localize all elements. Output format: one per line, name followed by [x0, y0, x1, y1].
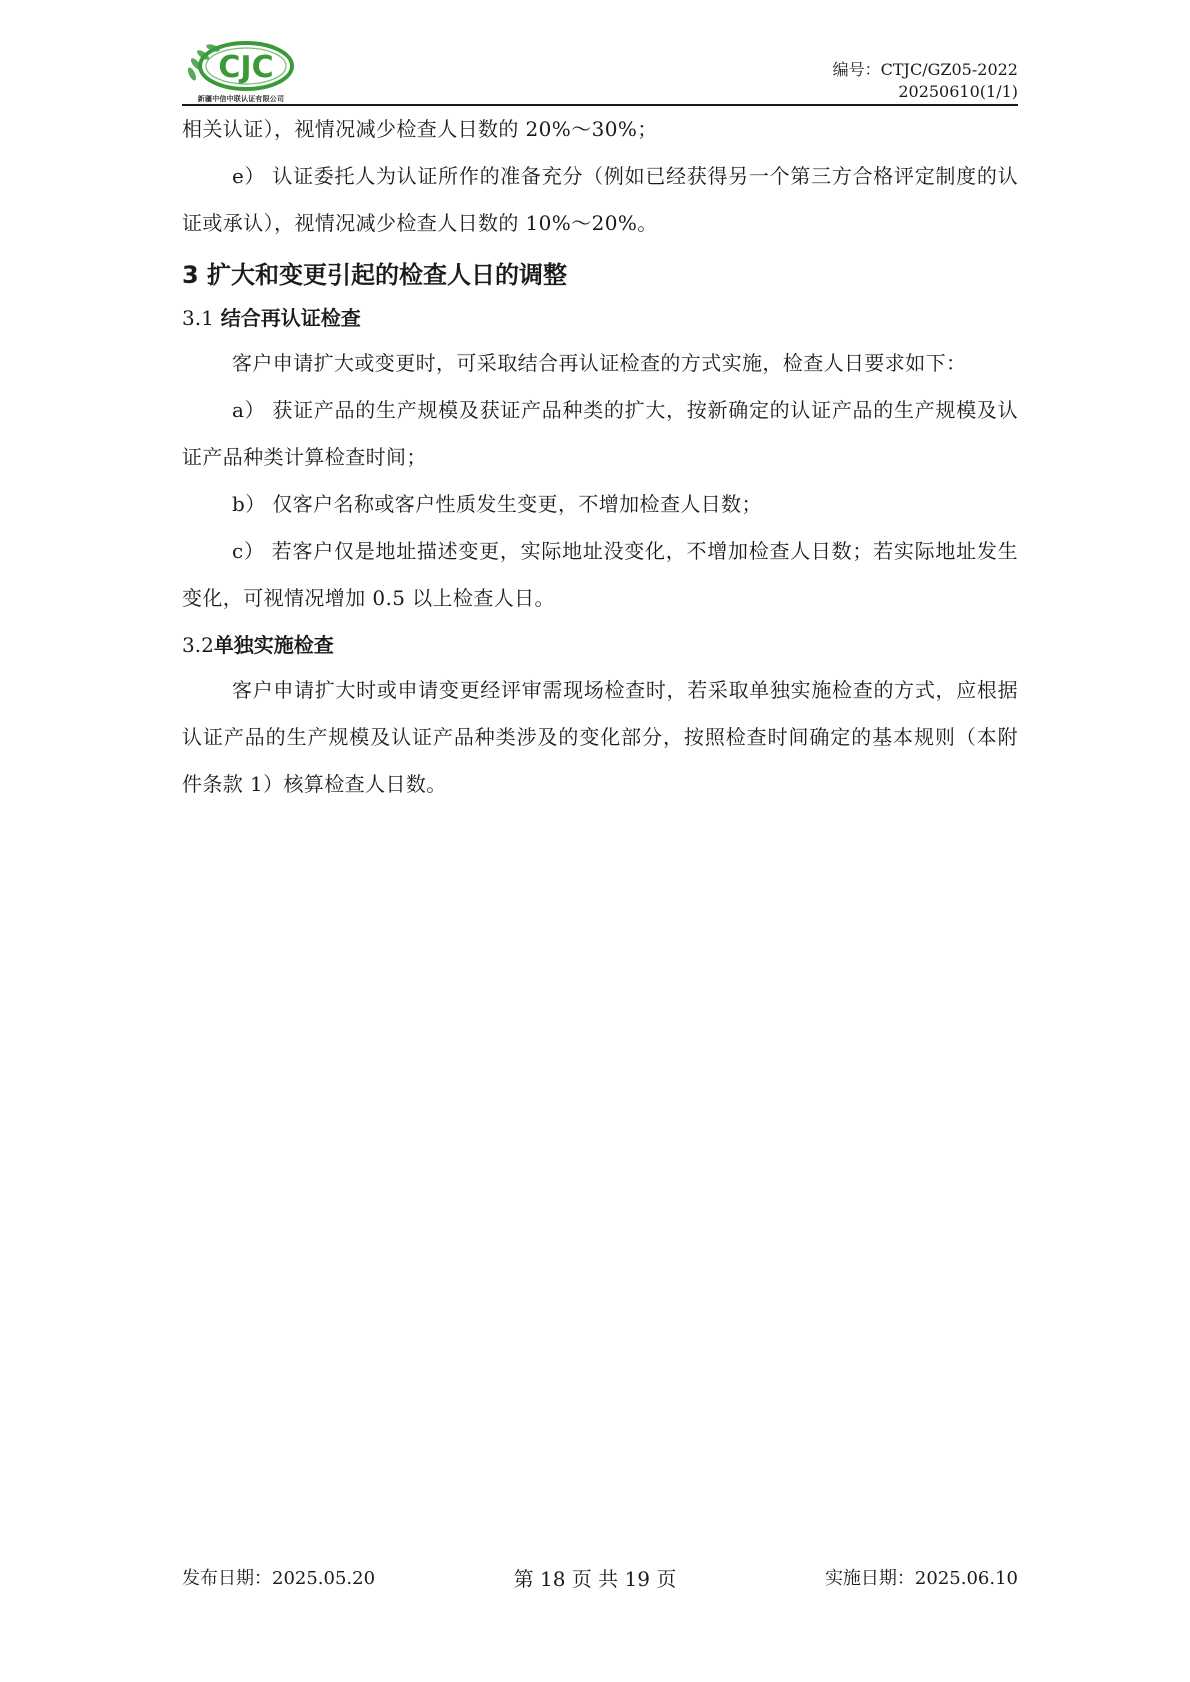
subsection-3-1-number: 3.1 [182, 306, 214, 330]
paragraph-continued: 相关认证），视情况减少检查人日数的 20%～30%； [182, 117, 658, 141]
paragraph-3-2-body: 客户申请扩大时或申请变更经评审需现场检查时，若采取单独实施检查的方式，应根据认证产品的生产规模及认证产品种类涉及的变化部分，按照检查时间确定的基本规则（本附件条款 1）核算检查人日数。 [182, 678, 1018, 796]
company-name: 新疆中信中联认证有限公司 [197, 95, 285, 103]
paragraph-item-b: b） 仅客户名称或客户性质发生变更，不增加检查人日数； [232, 492, 762, 516]
issue-date: 发布日期：2025.05.20 [182, 1568, 376, 1589]
logo-emblem-icon [186, 38, 296, 96]
subsection-3-2-number: 3.2 [182, 633, 214, 657]
subsection-3-1-heading [182, 303, 1018, 333]
company-logo [186, 38, 296, 104]
paragraph-item-a: a） 获证产品的生产规模及获证产品种类的扩大，按新确定的认证产品的生产规模及认证产品种类计算检查时间； [182, 398, 1018, 469]
document-revision: 20250610(1/1) [898, 82, 1018, 101]
document-body [182, 106, 1018, 808]
page-number: 第 18 页 共 19 页 [513, 1567, 677, 1591]
paragraph-item-e: e） 认证委托人为认证所作的准备充分（例如已经获得另一个第三方合格评定制度的认证或承认），视情况减少检查人日数的 10%～20%。 [182, 164, 1018, 235]
logo-lettering: CJC [218, 50, 274, 85]
paragraph-3-1-intro: 客户申请扩大或变更时，可采取结合再认证检查的方式实施，检查人日要求如下： [232, 351, 967, 375]
document-code: 编号：CTJC/GZ05-2022 [832, 60, 1018, 79]
subsection-3-2-title: 单独实施检查 [213, 633, 334, 657]
paragraph-item-c: c） 若客户仅是地址描述变更，实际地址没变化，不增加检查人日数；若实际地址发生变化，可视情况增加 0.5 以上检查人日。 [182, 539, 1018, 610]
subsection-3-2-heading [182, 630, 1018, 660]
effective-date: 实施日期：2025.06.10 [824, 1568, 1018, 1589]
section-3-heading: 3 扩大和变更引起的检查人日的调整 [182, 261, 568, 289]
subsection-3-1-title: 结合再认证检查 [220, 306, 361, 330]
